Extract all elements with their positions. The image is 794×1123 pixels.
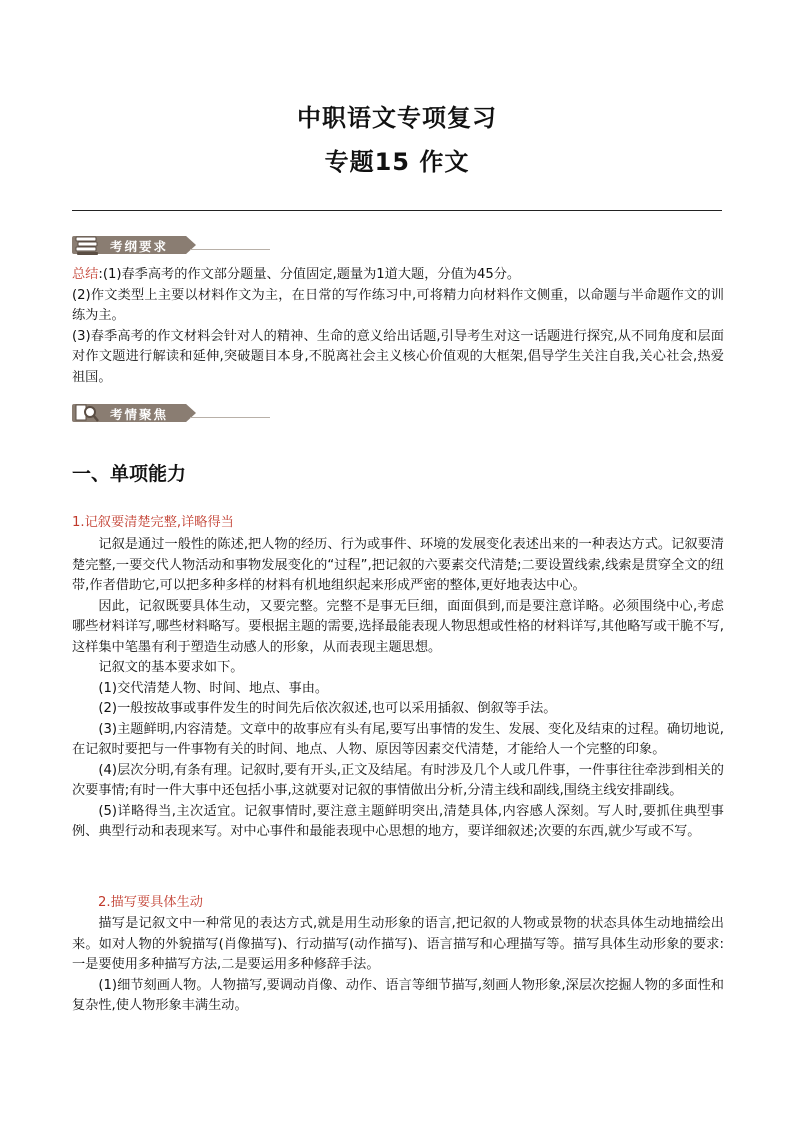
title-divider: [72, 210, 722, 211]
list-item: (1)交代清楚人物、时间、地点、事由。: [98, 680, 329, 696]
summary-point-3: (3)春季高考的作文材料会针对人的精神、生命的意义给出话题,引导考生对这一话题进行探究,从不同角度和层面对作文题进行解读和延伸,突破题目本身,不脱离社会主义核心价值观的大框架,倡导学生关注自我,关心社会,热爱祖国。: [72, 328, 724, 385]
list-item: (1)细节刻画人物。人物描写,要调动肖像、动作、语言等细节描写,刻画人物形象,深层次挖掘人物的多面性和复杂性,使人物形象丰满生动。: [72, 977, 724, 1013]
paragraph: 记叙是通过一般性的陈述,把人物的经历、行为或事件、环境的发展变化表述出来的一种表达方式。记叙要清楚完整,一要交代人物活动和事物发展变化的“过程”,把记叙的六要素交代清楚;二要设置线索,线索是贯穿全文的纽带,作者借助它,可以把多种多样的材料有机地组织起来形成严密的整体,更好地表达中心。: [72, 537, 724, 593]
banner-syllabus-label: 考纲要求: [110, 239, 169, 254]
subheading-1: 1.记叙要清楚完整,详略得当: [72, 515, 234, 530]
list-item: (3)主题鲜明,内容清楚。文章中的故事应有头有尾,要写出事情的发生、发展、变化及结束的过程。确切地说,在记叙时要把与一件事物有关的时间、地点、人物、原因等因素交代清楚，才能给人一个完整的印象。: [72, 721, 724, 757]
banner-exam-focus: [72, 401, 202, 425]
section-1-body: [72, 535, 724, 843]
books-icon: [74, 233, 100, 257]
paragraph: 描写是记叙文中一种常见的表达方式,就是用生动形象的语言,把记叙的人物或景物的状态具体生动地描绘出来。如对人物的外貌描写(肖像描写)、行动描写(动作描写)、语言描写和心理描写等。描写具体生动形象的要求:一是要使用多种描写方法,二是要运用多种修辞手法。: [72, 916, 724, 972]
summary-block: [72, 265, 724, 388]
list-item: (5)详略得当,主次适宜。记叙事情时,要注意主题鲜明突出,清楚具体,内容感人深刻。写人时,要抓住典型事例、典型行动和表现来写。对中心事件和最能表现中心思想的地方，要详细叙述;次要的东西,就少写或不写。: [72, 803, 724, 839]
summary-label: 总结: [72, 267, 99, 282]
summary-point-1: :(1)春季高考的作文部分题量、分值固定,题量为1道大题，分值为45分。: [98, 267, 521, 282]
list-item: (4)层次分明,有条有理。记叙时,要有开头,正文及结尾。有时涉及几个人或几件事，一件事往往牵涉到相关的次要事情;有时一件大事中还包括小事,这就要对记叙的事情做出分析,分清主线和副线,围绕主线安排副线。: [72, 762, 724, 798]
paragraph: 因此，记叙既要具体生动，又要完整。完整不是事无巨细，面面俱到,而是要注意详略。必须围绕中心,考虑哪些材料详写,哪些材料略写。要根据主题的需要,选择最能表现人物思想或性格的材料详写,其他略写或干脆不写,这样集中笔墨有利于塑造生动感人的形象，从而表现主题思想。: [72, 598, 724, 655]
document-title: 中职语文专项复习: [297, 104, 497, 132]
banner-exam-focus-label: 考情聚焦: [110, 407, 169, 422]
list-item: (2)一般按故事或事件发生的时间先后依次叙述,也可以采用插叙、倒叙等手法。: [98, 701, 557, 716]
subheading-2: 2.描写要具体生动: [98, 895, 203, 910]
document-subtitle: 专题15 作文: [324, 148, 470, 176]
magnifier-icon: [74, 401, 100, 425]
section-2-body: [72, 914, 724, 1017]
paragraph: 记叙文的基本要求如下。: [98, 660, 244, 675]
banner-syllabus: [72, 233, 202, 257]
summary-point-2: (2)作文类型上主要以材料作文为主，在日常的写作练习中,可将精力向材料作文侧重，以命题与半命题作文的训练为主。: [72, 287, 724, 323]
section-heading: 一、单项能力: [72, 463, 187, 485]
